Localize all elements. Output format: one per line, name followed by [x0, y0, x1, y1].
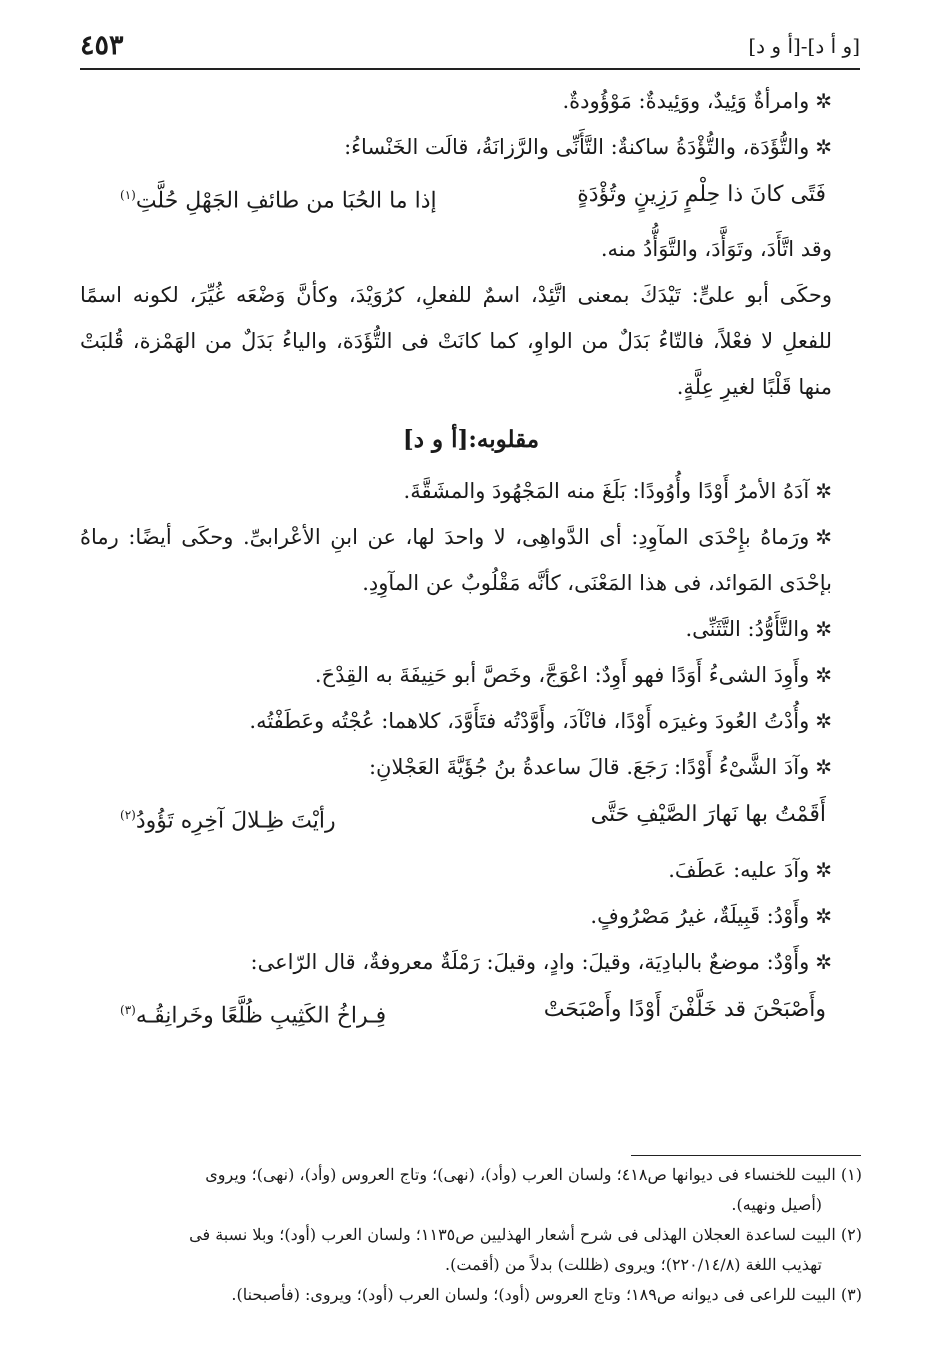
entry-paragraph: ✲وأَوْدٌ: موضعٌ بالبادِيَة، وقيلَ: وادٍ، وقيلَ: رَمْلَةٌ معروفةٌ، قال الرّاعى:: [250, 949, 832, 974]
star-icon: ✲: [815, 479, 832, 504]
entry-paragraph: وحكَى أبو علىٍّ: تَيْدَكَ بمعنى اتَّئِدْ، اسمٌ للفعلِ، كرُوَيْدَ، وكأنَّ وَضْعَه غُيِّرَ، لكونه اسمًا للفعلِ لا فعْلاً، فالتّاءُ بَدَلٌ من الواوِ، كما كانَتْ فى التُّؤَدَة، والياءُ بَدَلٌ من الهَمْزة، قُلبَتْ منها قَلْبًا لغيرِ عِلَّةٍ.: [80, 283, 832, 400]
entry-paragraph: ✲والتُّؤَدَة، والتُّؤْدَةُ ساكنةٌ: التَّأَنِّى والرَّزانَةُ، قالَت الخَنْساءُ:: [344, 135, 832, 159]
footnote: (١) البيت للخنساء فى ديوانها ص٤١٨؛ ولسان العرب (وأد)، (نهى)؛ وتاج العروس (وأد)، (نهى)؛ ويروى: [205, 1165, 862, 1184]
verse-second-hemistich: إذا ما الحُبَا من طائفِ الجَهْلِ حُلَّتِ$^{(١)}$: [120, 188, 437, 214]
footnote-marker: (١): [120, 188, 136, 202]
entry-paragraph: ✲وآدَ عليه: عَطَفَ.: [668, 857, 832, 882]
verse-first-hemistich: وأَصْبَحْنَ قد خَلَّفْنَ أَوْدًا وأَصْبَحَتْ: [543, 996, 826, 1022]
footnote: (٣) البيت للراعى فى ديوانه ص١٨٩؛ وتاج العروس (أود)؛ ولسان العرب (أود)؛ ويروى: (فأصبحنا).: [231, 1285, 862, 1304]
footnotes: [80, 1160, 862, 1310]
entry-paragraph: ✲والتَّأَوُّدُ: التَّثَنِّى.: [685, 617, 832, 642]
star-icon: ✲: [815, 755, 832, 780]
running-title: [و أ د]-[أ و د]: [748, 34, 860, 58]
entry-paragraph: ✲ورَماهُ بإِحْدَى المآوِدِ: أى الدَّواهِى، لا واحدَ لها، عن ابنِ الأعْرابىِّ. وحكَى أيضًا: رماهُ بإحْدَى المَوائد، فى هذا المَعْنَى، كأنَّه مَقْلُوبٌ عن المآوِدِ.: [80, 525, 832, 596]
entry-paragraph: ✲وأَوْدُ: قَبِيلَةٌ، غيرُ مَصْرُوفٍ.: [590, 903, 832, 928]
star-icon: ✲: [815, 617, 832, 642]
page-number: ٤٥٣: [80, 30, 124, 61]
entry-paragraph: ✲وأُدْتُ العُودَ وغيرَه أَوْدًا، فانْآدَ، وأَوَّدْتُه فتَأَوَّدَ، كلاهما: عُجْتُه وعَطَفْتُه.: [249, 709, 832, 734]
entry-paragraph: ✲وأَوِدَ الشىءُ أَوَدًا فهو أَوِدٌ: اعْوَجَّ، وخَصَّ أبو حَنِيفَةَ به القِدْحَ.: [314, 663, 832, 688]
star-icon: ✲: [815, 135, 832, 159]
footnote-marker: (٢): [120, 808, 136, 823]
star-icon: ✲: [815, 89, 832, 113]
star-icon: ✲: [815, 525, 832, 550]
poem-verse: [80, 170, 862, 226]
entry-paragraph: ✲وامرأةٌ وَئِيدٌ، ووَئِيدةٌ: مَوْؤُودةٌ.: [562, 89, 832, 113]
main-text: [80, 78, 862, 1041]
verse-second-hemistich: فِـراخُ الكَثِيبِ ظُلَّعًا وخَرانِقُـه$^{(٣)}$: [120, 1002, 387, 1028]
star-icon: ✲: [815, 663, 832, 688]
star-icon: ✲: [815, 709, 832, 734]
entry-paragraph: ✲آدَهُ الأمرُ أَوْدًا وأُوُودًا: بَلَغَ منه المَجْهُودَ والمشَقَّةَ.: [403, 479, 832, 504]
footnote-marker: (٣): [120, 1002, 136, 1017]
verse-second-hemistich: رأيْتَ ظِـلالَ آخِرِه تَؤُودُ$^{(٢)}$: [120, 808, 336, 834]
verse-first-hemistich: فَتًى كانَ ذا حِلْمٍ رَزِينٍ وتُؤْدَةٍ: [577, 182, 826, 207]
footnote: (٢) البيت لساعدة العجلان الهذلى فى شرح أشعار الهذليين ص١١٣٥؛ ولسان العرب (أود)؛ وبلا نسبة فى: [189, 1225, 862, 1244]
footnote-continuation: تهذيب اللغة (٢٢٠/١٤/٨)؛ ويروى (ظللت) بدلاً من (أقمت).: [445, 1255, 822, 1274]
section-heading: مقلوبه:[أ و د]: [402, 426, 540, 454]
star-icon: ✲: [815, 903, 832, 928]
entry-paragraph: وقد اتَّأَدَ، وتَوَأَّدَ، والتَّوَأُّدُ منه.: [600, 237, 832, 262]
star-icon: ✲: [815, 857, 832, 882]
poem-verse: [80, 790, 862, 846]
page-header: [80, 30, 860, 66]
star-icon: ✲: [815, 949, 832, 974]
footnote-continuation: (أصيل ونهيه).: [731, 1195, 822, 1214]
poem-verse: [80, 985, 862, 1041]
header-rule: [80, 68, 860, 70]
footnote-rule: [631, 1155, 861, 1156]
entry-paragraph: ✲وآدَ الشَّىْءُ أَوْدًا: رَجَعَ. قالَ ساعدةُ بنُ جُؤَيَّةَ العَجْلانِ:: [368, 755, 832, 780]
verse-first-hemistich: أَقَمْتُ بها نَهارَ الصَّيْفِ حَتَّى: [590, 802, 826, 828]
